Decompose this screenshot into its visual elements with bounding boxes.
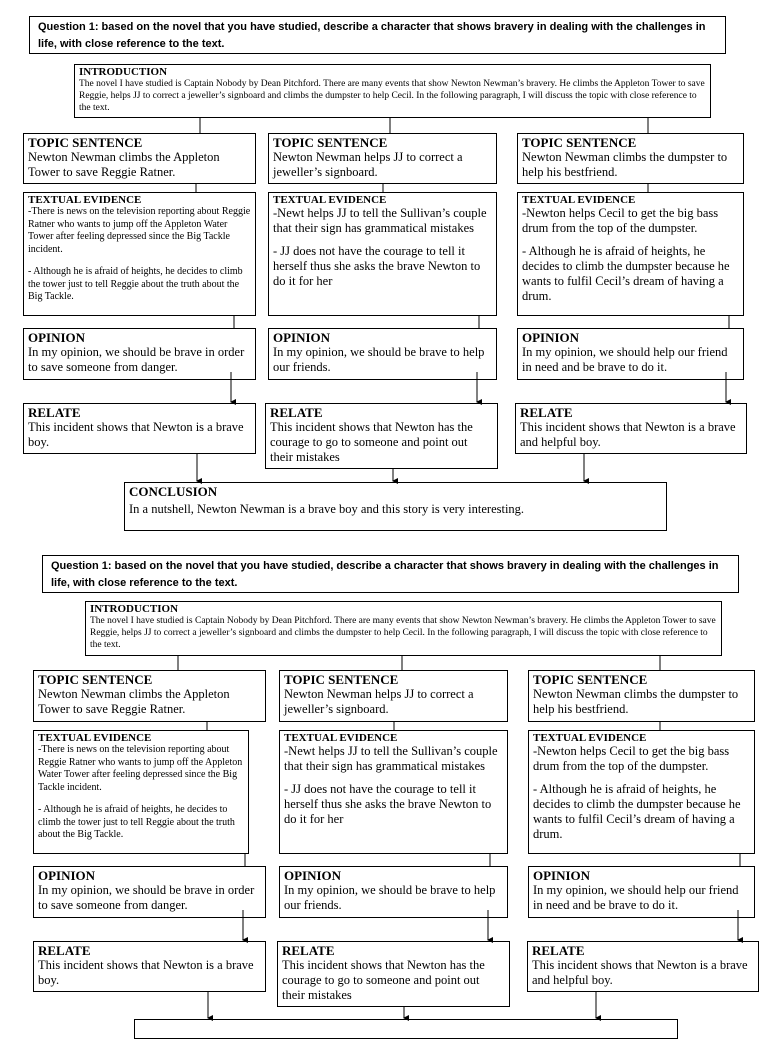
textual-evidence-heading: TEXTUAL EVIDENCE: [284, 732, 398, 744]
topic-sentence-box: [268, 133, 497, 184]
opinion-heading: OPINION: [273, 330, 331, 345]
topic-sentence-heading: TOPIC SENTENCE: [533, 672, 648, 687]
opinion-heading: OPINION: [28, 330, 86, 345]
relate-box: [23, 403, 256, 454]
relate-text: This incident shows that Newton is a brave and helpful boy.: [532, 958, 748, 987]
relate-heading: RELATE: [28, 405, 81, 420]
opinion-box: [517, 328, 744, 380]
opinion-heading: OPINION: [533, 868, 591, 883]
topic-sentence-text: Newton Newman climbs the dumpster to help his bestfriend.: [533, 687, 739, 716]
relate-box: [265, 403, 498, 469]
introduction-heading: INTRODUCTION: [90, 603, 179, 615]
opinion-text: In my opinion, we should be brave to help our friends.: [284, 883, 496, 912]
question-box: [42, 555, 739, 593]
opinion-heading: OPINION: [38, 868, 96, 883]
topic-sentence-heading: TOPIC SENTENCE: [273, 135, 388, 150]
introduction-heading: INTRODUCTION: [79, 66, 168, 78]
opinion-heading: OPINION: [522, 330, 580, 345]
textual-evidence-heading: TEXTUAL EVIDENCE: [273, 194, 387, 206]
introduction-box: [85, 601, 722, 656]
evidence-paragraph: -Newt helps JJ to tell the Sullivan’s couple that their sign has grammatical mistakes: [284, 744, 498, 773]
topic-sentence-box: [23, 133, 256, 184]
opinion-text: In my opinion, we should help our friend in need and be brave to do it.: [533, 883, 739, 912]
evidence-paragraph: - Although he is afraid of heights, he decides to climb the tower just to tell Reggie about the truth about the Big Tackle.: [28, 266, 243, 302]
relate-heading: RELATE: [282, 943, 335, 958]
topic-sentence-text: Newton Newman helps JJ to correct a jeweller’s signboard.: [273, 150, 463, 179]
evidence-paragraph: -There is news on the television reporting about Reggie Ratner who wants to jump off the Appleton Water Tower after feeling depressed since the Big Tackle incident.: [28, 206, 251, 255]
topic-sentence-text: Newton Newman climbs the dumpster to help his bestfriend.: [522, 150, 728, 179]
opinion-box: [528, 866, 755, 918]
question-text: Question 1: based on the novel that you have studied, describe a character that shows bravery in dealing with the challenges in life, with close reference to the text.: [51, 560, 719, 589]
question-box: [29, 16, 726, 54]
relate-heading: RELATE: [38, 943, 91, 958]
opinion-box: [268, 328, 497, 380]
topic-sentence-box: [33, 670, 266, 722]
opinion-text: In my opinion, we should be brave in order to save someone from danger.: [28, 345, 245, 374]
topic-sentence-text: Newton Newman helps JJ to correct a jeweller’s signboard.: [284, 687, 474, 716]
evidence-paragraph: -Newton helps Cecil to get the big bass drum from the top of the dumpster.: [533, 744, 730, 773]
topic-sentence-box: [517, 133, 744, 184]
opinion-text: In my opinion, we should be brave to help our friends.: [273, 345, 485, 374]
evidence-paragraph: - JJ does not have the courage to tell it herself thus she asks the brave Newton to do it for her: [273, 244, 481, 288]
textual-evidence-box: [23, 192, 256, 316]
introduction-text: The novel I have studied is Captain Nobody by Dean Pitchford. There are many events that show Newton Newman’s bravery. He climbs the Appleton Tower to save Reggie, helps JJ to correct a jeweller’s signboard and climbs the dumpster to help Cecil. In the following paragraph, I will discuss the topic with close reference to the text.: [90, 616, 716, 650]
relate-box: [33, 941, 266, 992]
relate-box: [527, 941, 759, 992]
conclusion-box: [124, 482, 667, 531]
textual-evidence-heading: TEXTUAL EVIDENCE: [522, 194, 636, 206]
relate-text: This incident shows that Newton is a brave boy.: [28, 420, 244, 449]
conclusion-text: In a nutshell, Newton Newman is a brave boy and this story is very interesting.: [129, 502, 525, 516]
relate-text: This incident shows that Newton has the courage to go to someone and point out their mistakes: [282, 958, 485, 1002]
relate-box: [515, 403, 747, 454]
topic-sentence-heading: TOPIC SENTENCE: [38, 672, 153, 687]
topic-sentence-heading: TOPIC SENTENCE: [284, 672, 399, 687]
relate-heading: RELATE: [270, 405, 323, 420]
relate-box: [277, 941, 510, 1007]
textual-evidence-heading: TEXTUAL EVIDENCE: [38, 732, 152, 744]
textual-evidence-heading: TEXTUAL EVIDENCE: [28, 194, 142, 206]
topic-sentence-text: Newton Newman climbs the Appleton Tower to save Reggie Ratner.: [38, 687, 230, 716]
topic-sentence-box: [528, 670, 755, 722]
textual-evidence-box: [268, 192, 497, 316]
textual-evidence-box: [33, 730, 249, 854]
textual-evidence-box: [528, 730, 755, 854]
opinion-text: In my opinion, we should help our friend in need and be brave to do it.: [522, 345, 728, 374]
evidence-paragraph: -Newt helps JJ to tell the Sullivan’s couple that their sign has grammatical mistakes: [273, 206, 487, 235]
relate-text: This incident shows that Newton has the courage to go to someone and point out their mistakes: [270, 420, 473, 464]
textual-evidence-box: [279, 730, 508, 854]
opinion-box: [33, 866, 266, 918]
introduction-box: [74, 64, 711, 118]
topic-sentence-box: [279, 670, 508, 722]
textual-evidence-box: [517, 192, 744, 316]
opinion-box: [279, 866, 508, 918]
relate-text: This incident shows that Newton is a brave and helpful boy.: [520, 420, 736, 449]
question-text: Question 1: based on the novel that you have studied, describe a character that shows bravery in dealing with the challenges in life, with close reference to the text.: [38, 21, 706, 50]
evidence-paragraph: -Newton helps Cecil to get the big bass drum from the top of the dumpster.: [522, 206, 719, 235]
evidence-paragraph: - Although he is afraid of heights, he decides to climb the dumpster because he wants to fulfil Cecil’s dream of having a drum.: [533, 782, 741, 841]
opinion-box: [23, 328, 256, 380]
topic-sentence-heading: TOPIC SENTENCE: [522, 135, 637, 150]
conclusion-heading: CONCLUSION: [129, 484, 218, 499]
opinion-text: In my opinion, we should be brave in order to save someone from danger.: [38, 883, 255, 912]
evidence-paragraph: -There is news on the television reporting about Reggie Ratner who wants to jump off the Appleton Water Tower after feeling depressed since the Big Tackle incident.: [38, 744, 243, 793]
introduction-text: The novel I have studied is Captain Nobody by Dean Pitchford. There are many events that show Newton Newman’s bravery. He climbs the Appleton Tower to save Reggie, helps JJ to correct a jeweller’s signboard and climbs the dumpster to help Cecil. In the following paragraph, I will discuss the topic with close reference to the text.: [79, 79, 705, 113]
topic-sentence-heading: TOPIC SENTENCE: [28, 135, 143, 150]
evidence-paragraph: - Although he is afraid of heights, he decides to climb the tower just to tell Reggie about the truth about the Big Tackle.: [38, 804, 235, 840]
topic-sentence-text: Newton Newman climbs the Appleton Tower to save Reggie Ratner.: [28, 150, 220, 179]
relate-text: This incident shows that Newton is a brave boy.: [38, 958, 254, 987]
relate-heading: RELATE: [532, 943, 585, 958]
evidence-paragraph: - Although he is afraid of heights, he decides to climb the dumpster because he wants to fulfil Cecil’s dream of having a drum.: [522, 244, 730, 303]
conclusion-box: [134, 1019, 678, 1039]
opinion-heading: OPINION: [284, 868, 342, 883]
textual-evidence-heading: TEXTUAL EVIDENCE: [533, 732, 647, 744]
evidence-paragraph: - JJ does not have the courage to tell it herself thus she asks the brave Newton to do it for her: [284, 782, 492, 826]
relate-heading: RELATE: [520, 405, 573, 420]
